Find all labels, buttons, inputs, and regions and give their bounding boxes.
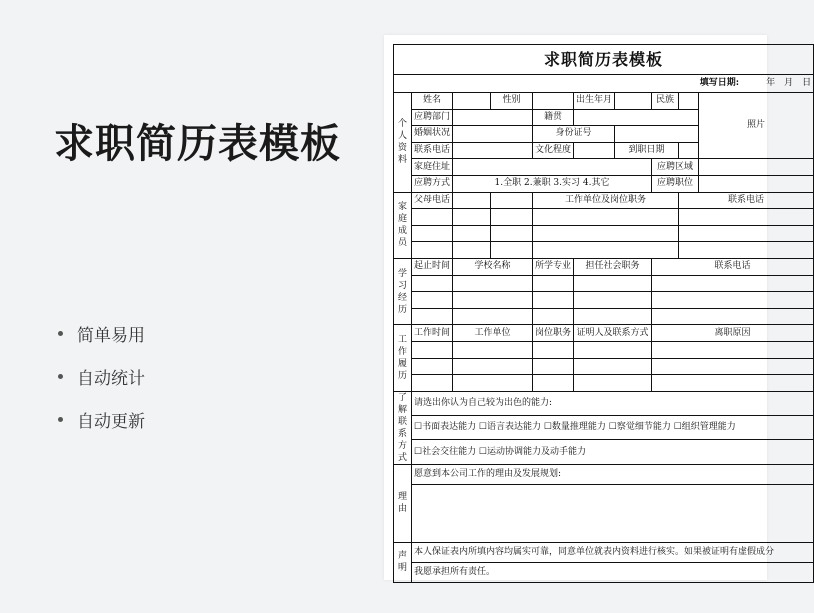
family-header-parent-phone: 父母电话	[412, 192, 453, 209]
field-department[interactable]	[453, 109, 533, 126]
field-id-number[interactable]	[615, 126, 699, 143]
label-education-level: 文化程度	[533, 142, 574, 159]
bullet-icon	[58, 417, 63, 422]
table-row[interactable]	[394, 225, 814, 242]
table-row[interactable]	[394, 358, 814, 375]
table-row[interactable]	[394, 242, 814, 259]
apply-mode-options: 1.全职 2.兼职 3.实习 4.其它	[453, 175, 652, 192]
edu-header-school: 学校名称	[453, 258, 533, 275]
resume-table	[393, 44, 814, 583]
feature-item	[58, 355, 145, 398]
field-available-date[interactable]	[679, 142, 699, 159]
form-title: 求职简历表模板	[394, 45, 814, 75]
fill-date	[394, 75, 814, 93]
section-statement: 声明	[394, 542, 412, 582]
abilities-options-row2[interactable]: ☐社会交往能力 ☐运动协调能力及动手能力	[412, 440, 814, 464]
table-row[interactable]	[394, 209, 814, 226]
bullet-icon	[58, 331, 63, 336]
label-gender: 性别	[491, 93, 533, 110]
fill-date-label: 填写日期:	[699, 78, 740, 88]
label-apply-mode: 应聘方式	[412, 175, 453, 192]
work-header-position: 岗位职务	[533, 325, 574, 342]
work-header-employer: 工作单位	[453, 325, 533, 342]
reason-field[interactable]	[412, 484, 814, 542]
field-name[interactable]	[453, 93, 491, 110]
photo-box[interactable]: 照片	[699, 93, 814, 159]
statement-line1: 本人保证表内所填内容均属实可靠，同意单位就表内资料进行核实。如果被证明有虚假成分	[412, 542, 814, 562]
edu-header-period: 起止时间	[412, 258, 453, 275]
field-education-level[interactable]	[574, 142, 615, 159]
resume-preview	[384, 35, 812, 580]
label-origin: 籍贯	[533, 109, 574, 126]
field-address[interactable]	[453, 159, 652, 176]
table-row[interactable]	[394, 275, 814, 292]
feature-label: 自动统计	[77, 369, 145, 389]
label-apply-position: 应聘职位	[652, 175, 699, 192]
section-reason: 理由	[394, 464, 412, 542]
label-id-number: 身份证号	[533, 126, 615, 143]
table-row[interactable]	[394, 375, 814, 392]
field-origin[interactable]	[574, 109, 699, 126]
bullet-icon	[58, 374, 63, 379]
feature-label: 自动更新	[77, 412, 145, 432]
abilities-options-row1[interactable]: ☐书面表达能力 ☐语言表达能力 ☐数量推理能力 ☐察觉细节能力 ☐组织管理能力	[412, 416, 814, 440]
table-row[interactable]	[394, 292, 814, 309]
label-name: 姓名	[412, 93, 453, 110]
family-header-phone: 联系电话	[679, 192, 814, 209]
section-work: 工作履历	[394, 325, 412, 391]
edu-header-major: 所学专业	[533, 258, 574, 275]
statement-line2: 我愿承担所有责任。	[412, 562, 814, 582]
field-birth[interactable]	[615, 93, 652, 110]
abilities-prompt: 请选出你认为自己较为出色的能力:	[412, 391, 814, 415]
feature-list	[58, 312, 145, 441]
label-department: 应聘部门	[412, 109, 453, 126]
table-row[interactable]	[394, 308, 814, 325]
section-understand: 了解联系方式	[394, 391, 412, 464]
hero-title: 求职简历表模板	[54, 121, 341, 167]
edu-header-role: 担任社会职务	[574, 258, 652, 275]
label-marital: 婚姻状况	[412, 126, 453, 143]
field-apply-area[interactable]	[699, 159, 814, 176]
table-row[interactable]	[394, 341, 814, 358]
feature-label: 简单易用	[77, 326, 145, 346]
label-available-date: 到职日期	[615, 142, 679, 159]
label-address: 家庭住址	[412, 159, 453, 176]
section-education: 学习经历	[394, 258, 412, 324]
label-phone: 联系电话	[412, 142, 453, 159]
section-personal: 个人资料	[394, 93, 412, 193]
label-apply-area: 应聘区域	[652, 159, 699, 176]
edu-header-phone: 联系电话	[652, 258, 814, 275]
work-header-leave-reason: 离职原因	[652, 325, 814, 342]
label-birth: 出生年月	[574, 93, 615, 110]
feature-item	[58, 398, 145, 441]
family-header-employer: 工作单位及岗位职务	[533, 192, 679, 209]
resume-form	[393, 44, 813, 583]
field-marital[interactable]	[453, 126, 533, 143]
feature-item	[58, 312, 145, 355]
field-apply-position[interactable]	[699, 175, 814, 192]
field-phone[interactable]	[453, 142, 533, 159]
field-gender[interactable]	[533, 93, 574, 110]
work-header-period: 工作时间	[412, 325, 453, 342]
section-family: 家庭成员	[394, 192, 412, 258]
work-header-reference: 证明人及联系方式	[574, 325, 652, 342]
field-ethnicity[interactable]	[679, 93, 699, 110]
label-ethnicity: 民族	[652, 93, 679, 110]
reason-prompt: 愿意到本公司工作的理由及发展规划:	[412, 464, 814, 484]
fill-date-units: 年 月 日	[766, 78, 812, 88]
